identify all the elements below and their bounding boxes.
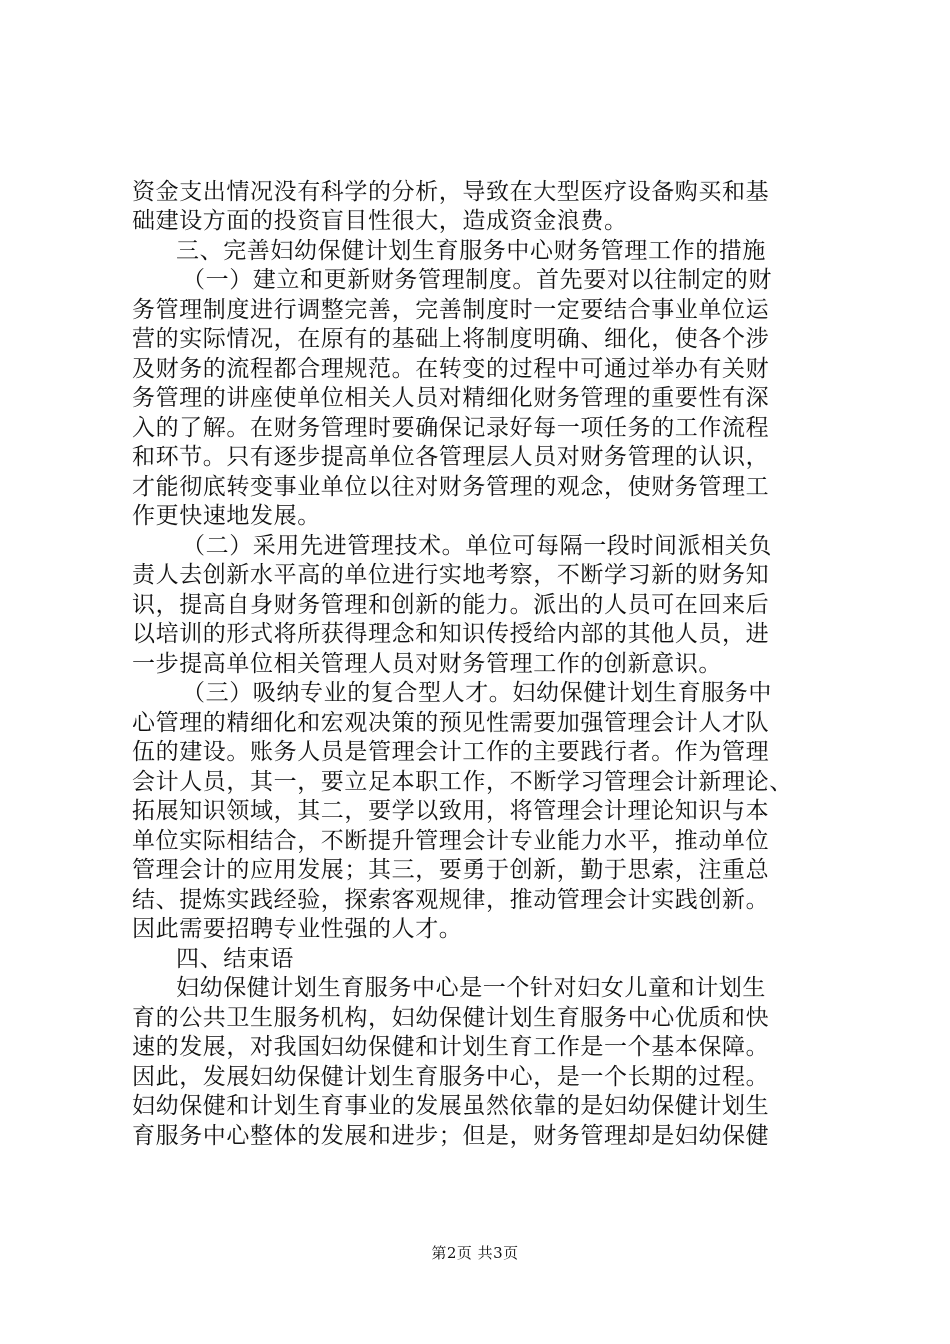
- section-heading-4: 四、结束语: [176, 946, 294, 972]
- body-text-line: 结、提炼实践经验，探索客观规律，推动管理会计实践创新。: [132, 887, 770, 913]
- body-text-line: 础建设方面的投资盲目性很大，造成资金浪费。: [132, 208, 628, 234]
- body-text-line: 识，提高自身财务管理和创新的能力。派出的人员可在回来后: [132, 592, 770, 618]
- body-text-line: 资金支出情况没有科学的分析，导致在大型医疗设备购买和基: [132, 179, 770, 205]
- body-text-line: 会计人员，其一，要立足本职工作，不断学习管理会计新理论、: [132, 769, 793, 795]
- body-text-line: 育服务中心整体的发展和进步；但是，财务管理却是妇幼保健: [132, 1123, 770, 1149]
- body-text-line: 作更快速地发展。: [132, 503, 321, 529]
- body-text-line: 因此需要招聘专业性强的人才。: [132, 916, 463, 942]
- page-number-footer: 第2页 共3页: [431, 1244, 519, 1262]
- body-text-line: 以培训的形式将所获得理念和知识传授给内部的其他人员，进: [132, 621, 770, 647]
- section-heading-3: 三、完善妇幼保健计划生育服务中心财务管理工作的措施: [176, 238, 766, 264]
- body-text-line: 责人去创新水平高的单位进行实地考察，不断学习新的财务知: [132, 562, 770, 588]
- body-text-line: 伍的建设。账务人员是管理会计工作的主要践行者。作为管理: [132, 739, 770, 765]
- body-text-line: 妇幼保健和计划生育事业的发展虽然依靠的是妇幼保健计划生: [132, 1093, 770, 1119]
- body-text-line: 妇幼保健计划生育服务中心是一个针对妇女儿童和计划生: [176, 975, 766, 1001]
- body-text-line: 因此，发展妇幼保健计划生育服务中心，是一个长期的过程。: [132, 1064, 770, 1090]
- body-text-line: 心管理的精细化和宏观决策的预见性需要加强管理会计人才队: [132, 710, 770, 736]
- body-text-line: 及财务的流程都合理规范。在转变的过程中可通过举办有关财: [132, 356, 770, 382]
- body-text-line: 单位实际相结合，不断提升管理会计专业能力水平，推动单位: [132, 828, 770, 854]
- body-text-line: 育的公共卫生服务机构，妇幼保健计划生育服务中心优质和快: [132, 1005, 770, 1031]
- body-text-line: （二）采用先进管理技术。单位可每隔一段时间派相关负: [182, 533, 772, 559]
- body-text-line: 拓展知识领域，其二，要学以致用，将管理会计理论知识与本: [132, 798, 770, 824]
- body-text-line: 管理会计的应用发展；其三，要勇于创新，勤于思索，注重总: [132, 857, 770, 883]
- body-text-line: （三）吸纳专业的复合型人才。妇幼保健计划生育服务中: [182, 680, 772, 706]
- body-text-line: 务管理制度进行调整完善，完善制度时一定要结合事业单位运: [132, 297, 770, 323]
- body-text-line: 才能彻底转变事业单位以往对财务管理的观念，使财务管理工: [132, 474, 770, 500]
- body-text-line: 速的发展，对我国妇幼保健和计划生育工作是一个基本保障。: [132, 1034, 770, 1060]
- body-text-line: 入的了解。在财务管理时要确保记录好每一项任务的工作流程: [132, 415, 770, 441]
- body-text-line: 和环节。只有逐步提高单位各管理层人员对财务管理的认识，: [132, 444, 770, 470]
- body-text-line: 一步提高单位相关管理人员对财务管理工作的创新意识。: [132, 651, 722, 677]
- body-text-line: 营的实际情况，在原有的基础上将制度明确、细化，使各个涉: [132, 326, 770, 352]
- body-text-line: （一）建立和更新财务管理制度。首先要对以往制定的财: [182, 267, 772, 293]
- body-text-line: 务管理的讲座使单位相关人员对精细化财务管理的重要性有深: [132, 385, 770, 411]
